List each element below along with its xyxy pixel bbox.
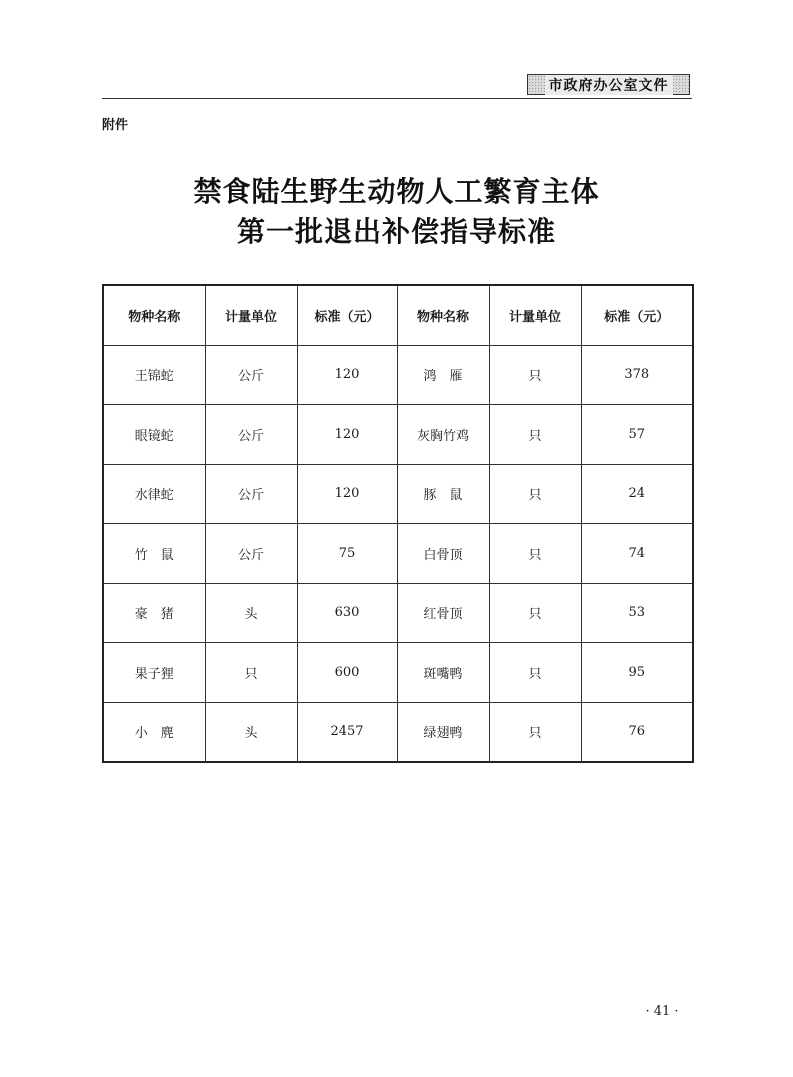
- unit-cell: 公斤: [205, 345, 297, 405]
- standard-cell: 57: [581, 405, 693, 465]
- header-divider: [102, 98, 692, 99]
- unit-cell: 头: [205, 702, 297, 762]
- standard-cell: 120: [297, 345, 397, 405]
- header-standard-left: 标准（元）: [297, 285, 397, 345]
- standard-cell: 24: [581, 464, 693, 524]
- unit-cell: 头: [205, 583, 297, 643]
- standard-cell: 120: [297, 464, 397, 524]
- header-unit-left: 计量单位: [205, 285, 297, 345]
- header-species-name-left: 物种名称: [103, 285, 205, 345]
- table-row: [103, 643, 693, 703]
- header-standard-right: 标准（元）: [581, 285, 693, 345]
- standard-cell: 378: [581, 345, 693, 405]
- species-name-cell: 豪 猪: [103, 583, 205, 643]
- species-name-cell: 白骨顶: [397, 524, 489, 584]
- species-name-cell: 眼镜蛇: [103, 405, 205, 465]
- standard-cell: 75: [297, 524, 397, 584]
- species-name-cell: 豚 鼠: [397, 464, 489, 524]
- species-name-cell: 灰胸竹鸡: [397, 405, 489, 465]
- unit-cell: 只: [489, 464, 581, 524]
- species-name-cell: 斑嘴鸭: [397, 643, 489, 703]
- header-tag-text: 市政府办公室文件: [545, 75, 673, 95]
- attachment-label: 附件: [102, 118, 129, 133]
- unit-cell: 只: [489, 643, 581, 703]
- table-row: [103, 583, 693, 643]
- unit-cell: 公斤: [205, 464, 297, 524]
- table-row: [103, 405, 693, 465]
- standard-cell: 74: [581, 524, 693, 584]
- standard-cell: 76: [581, 702, 693, 762]
- header-unit-right: 计量单位: [489, 285, 581, 345]
- unit-cell: 只: [489, 405, 581, 465]
- unit-cell: 只: [489, 524, 581, 584]
- unit-cell: 只: [489, 345, 581, 405]
- table-row: [103, 464, 693, 524]
- header-species-name-right: 物种名称: [397, 285, 489, 345]
- title-line-1: 禁食陆生野生动物人工繁育主体: [193, 175, 600, 208]
- table-row: [103, 524, 693, 584]
- species-name-cell: 王锦蛇: [103, 345, 205, 405]
- standard-cell: 630: [297, 583, 397, 643]
- standard-cell: 600: [297, 643, 397, 703]
- page-number: · 41 ·: [645, 1004, 679, 1019]
- table-header-row: [103, 285, 693, 345]
- species-name-cell: 鸿 雁: [397, 345, 489, 405]
- standard-cell: 2457: [297, 702, 397, 762]
- header-document-tag: [527, 74, 690, 95]
- unit-cell: 只: [489, 583, 581, 643]
- standard-cell: 120: [297, 405, 397, 465]
- compensation-standard-table: [102, 284, 694, 763]
- table-row: [103, 345, 693, 405]
- unit-cell: 公斤: [205, 524, 297, 584]
- species-name-cell: 小 麂: [103, 702, 205, 762]
- unit-cell: 只: [205, 643, 297, 703]
- species-name-cell: 水律蛇: [103, 464, 205, 524]
- species-name-cell: 竹 鼠: [103, 524, 205, 584]
- unit-cell: 公斤: [205, 405, 297, 465]
- standard-cell: 95: [581, 643, 693, 703]
- standard-cell: 53: [581, 583, 693, 643]
- table-row: [103, 702, 693, 762]
- title-line-2: 第一批退出补偿指导标准: [236, 215, 556, 248]
- species-name-cell: 绿翅鸭: [397, 702, 489, 762]
- unit-cell: 只: [489, 702, 581, 762]
- species-name-cell: 果子狸: [103, 643, 205, 703]
- species-name-cell: 红骨顶: [397, 583, 489, 643]
- document-title: [100, 172, 693, 252]
